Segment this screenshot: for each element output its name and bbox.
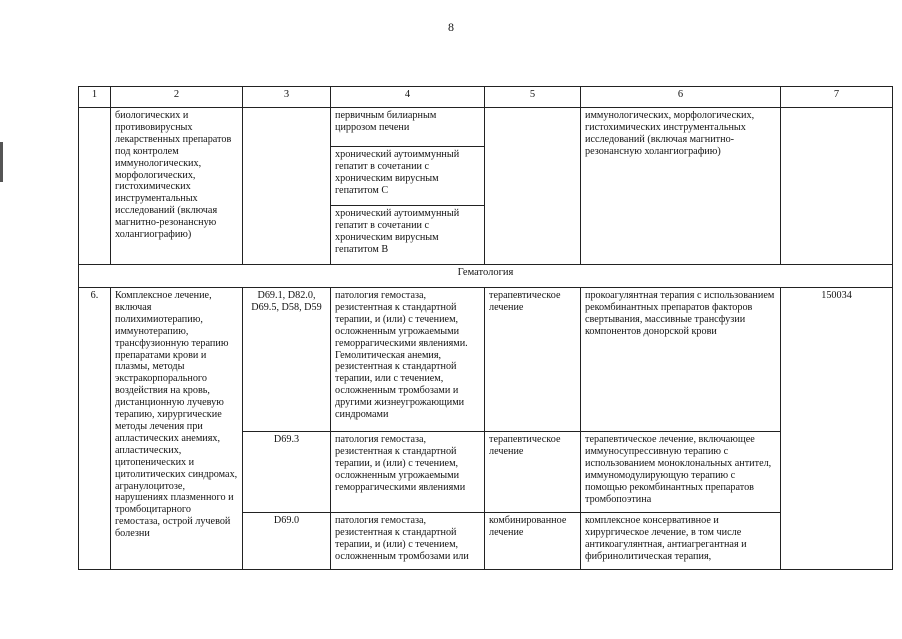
patient-model: патология гемостаза, резистентная к стандартной терапии, и (или) с течением, осложненным угрожаемыми геморрагическими явлениями. Гемолитическая анемия, резистентная к стандартной терапии, или с течением, осложненным тромбозами и другими жизнеугрожающими синдромами xyxy=(331,288,485,432)
item-code: 150034 xyxy=(781,288,893,570)
page-number: 8 xyxy=(448,20,454,34)
treatment-type: терапевтическое лечение xyxy=(485,432,581,513)
column-number: 7 xyxy=(781,87,893,108)
patient-model: патология гемостаза, резистентная к стандартной терапии, и (или) с течением, осложненным тромбозами или xyxy=(331,513,485,570)
treatment-type: терапевтическое лечение xyxy=(485,288,581,432)
treatment-method: комплексное консервативное и хирургическое лечение, в том числе антикоагулянтная, антиагрегантная и фибринолитическая терапия, xyxy=(581,513,781,570)
table-row xyxy=(79,288,893,432)
patient-model: патология гемостаза, резистентная к стандартной терапии, и (или) с течением, осложненным угрожаемыми геморрагическими явлениями xyxy=(331,432,485,513)
continuation-row xyxy=(79,108,893,147)
column-number-row xyxy=(79,87,893,108)
mkb-code: D69.3 xyxy=(243,432,331,513)
column-number: 2 xyxy=(111,87,243,108)
mkb-code: D69.1, D82.0, D69.5, D58, D59 xyxy=(243,288,331,432)
item-name: Комплексное лечение, включая полихимиотерапию, иммунотерапию, трансфузионную терапию препаратами крови и плазмы, методы экстракорпорального воздействия на кровь, дистанционную лучевую терапию, хирургические методы лечения при апластических анемиях, апластических, цитопенических и цитолитических синдромах, агранулоцитозе, нарушениях плазменного и тромбоцитарного гемостаза, острой лучевой болезни xyxy=(111,288,243,570)
mkb-code: D69.0 xyxy=(243,513,331,570)
column-number: 6 xyxy=(581,87,781,108)
treatment-method: терапевтическое лечение, включающее иммуносупрессивную терапию с использованием моноклональных антител, иммуномодулирующую терапию с помощью рекомбинантных препаратов тромбопоэтина xyxy=(581,432,781,513)
column-number: 1 xyxy=(79,87,111,108)
continuation-code-cell xyxy=(243,108,331,265)
patient-model-cell: хронический аутоиммунный гепатит в сочетании с хроническим вирусным гепатитом В xyxy=(331,206,485,265)
medical-care-table xyxy=(78,86,893,570)
column-number: 4 xyxy=(331,87,485,108)
item-number: 6. xyxy=(79,288,111,570)
column-number: 5 xyxy=(485,87,581,108)
patient-model-cell: хронический аутоиммунный гепатит в сочетании с хроническим вирусным гепатитом С xyxy=(331,147,485,206)
section-row xyxy=(79,265,893,288)
scan-edge-mark xyxy=(0,142,3,182)
treatment-type: комбинированное лечение xyxy=(485,513,581,570)
treatment-method: прокоагулянтная терапия с использованием рекомбинантных препаратов факторов свертывания, массивные трансфузии компонентов донорской крови xyxy=(581,288,781,432)
continuation-number-cell xyxy=(79,108,111,265)
column-number: 3 xyxy=(243,87,331,108)
continuation-name-cell: биологических и противовирусных лекарственных препаратов под контролем иммунологических, морфологических, гистохимических инструментальных исследований (включая магнитно-резонансную холангиографию) xyxy=(111,108,243,265)
section-title: Гематология xyxy=(79,265,893,288)
continuation-method-cell: иммунологических, морфологических, гистохимических инструментальных исследований (включая магнитно-резонансную холангиографию) xyxy=(581,108,781,265)
continuation-id-cell xyxy=(781,108,893,265)
continuation-type-cell xyxy=(485,108,581,265)
patient-model-cell: первичным билиарным циррозом печени xyxy=(331,108,485,147)
